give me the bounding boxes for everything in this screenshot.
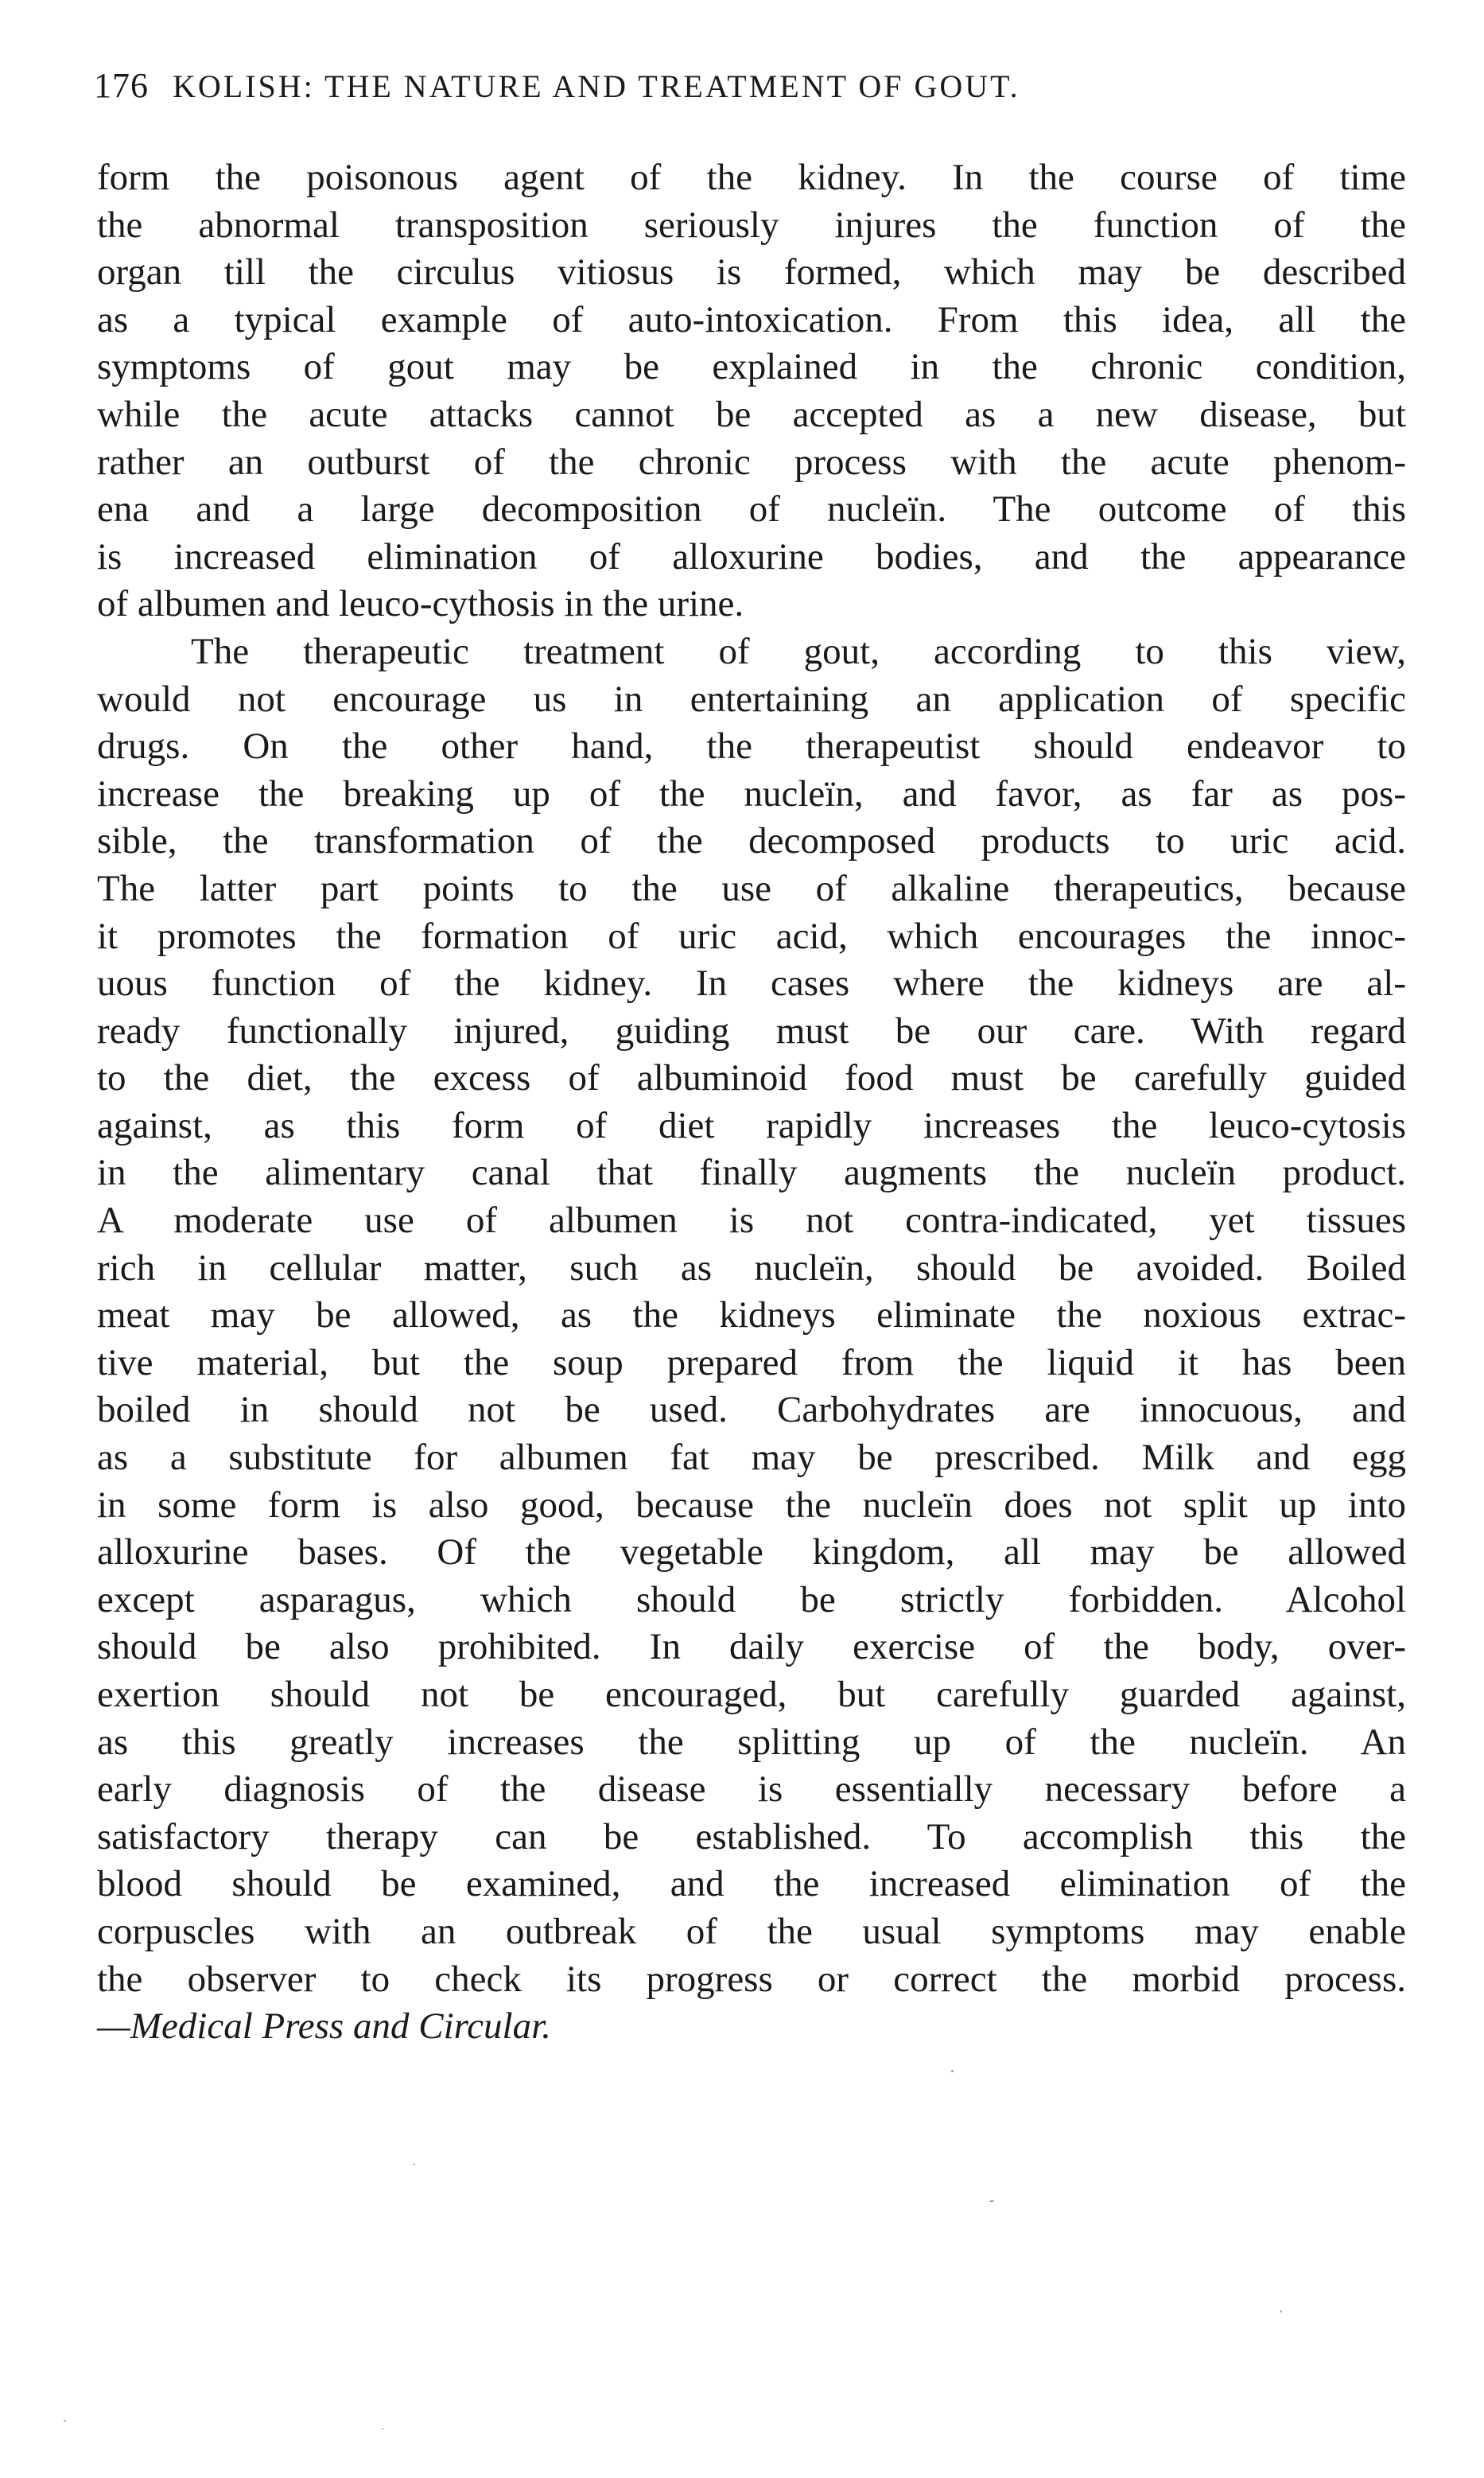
text-line: increase the breaking up of the nucleïn, and favor, as far as pos-: [97, 772, 1406, 815]
running-head: [94, 65, 1398, 106]
text-line: corpuscles with an outbreak of the usual symptoms may enable: [97, 1910, 1406, 1952]
text-line: as a substitute for albumen fat may be prescribed. Milk and egg: [97, 1437, 1406, 1479]
scan-speck: [1280, 2310, 1282, 2313]
text-line: as this greatly increases the splitting up of the nucleïn. An: [97, 1721, 1406, 1763]
text-line: early diagnosis of the disease is essentially necessary before a: [97, 1768, 1406, 1811]
text-line: rich in cellular matter, such as nucleïn, should be avoided. Boiled: [97, 1247, 1406, 1289]
text-line: ready functionally injured, guiding must be our care. With regard: [97, 1009, 1406, 1052]
text-line: against, as this form of diet rapidly increases the leuco-cytosis: [97, 1104, 1406, 1146]
text-line: drugs. On the other hand, the therapeutist should endeavor to: [97, 726, 1406, 768]
text-line: rather an outburst of the chronic process with the acute phenom-: [97, 441, 1406, 483]
text-line: as a typical example of auto-intoxication. From this idea, all the: [97, 298, 1406, 340]
text-line: satisfactory therapy can be established. To accomplish this the: [97, 1815, 1406, 1858]
text-line: while the acute attacks cannot be accepted as a new disease, but: [97, 393, 1406, 435]
text-line: organ till the circulus vitiosus is formed, which may be described: [97, 251, 1406, 294]
paragraph-continuation: [97, 154, 1406, 628]
scan-speck: [382, 2428, 383, 2429]
text-line: tive material, but the soup prepared from the liquid it has been: [97, 1341, 1406, 1383]
text-line: to the diet, the excess of albuminoid food must be carefully guided: [97, 1057, 1406, 1099]
text-line: the abnormal transposition seriously injures the function of the: [97, 204, 1406, 246]
text-line: The therapeutic treatment of gout, according to this view,: [191, 630, 1406, 672]
text-line: of albumen and leuco-cythosis in the urine.: [97, 583, 744, 625]
text-line: exertion should not be encouraged, but carefully guarded against,: [97, 1674, 1406, 1715]
text-line: ena and a large decomposition of nucleïn. The outcome of this: [97, 488, 1406, 531]
text-line: A moderate use of albumen is not contra-indicated, yet tissues: [97, 1200, 1406, 1242]
text-line: boiled in should not be used. Carbohydrates are innocuous, and: [97, 1389, 1406, 1431]
scan-speck: [989, 2200, 994, 2202]
text-line: would not encourage us in entertaining an application of specific: [97, 678, 1406, 720]
text-line: alloxurine bases. Of the vegetable kingdom, all may be allowed: [97, 1531, 1406, 1574]
paragraph-therapeutic-treatment: [97, 628, 1406, 2051]
page-number: 176: [94, 66, 149, 105]
scan-speck: [64, 2420, 66, 2422]
text-line: blood should be examined, and the increased elimination of the: [97, 1863, 1406, 1905]
text-line: The latter part points to the use of alkaline therapeutics, because: [97, 867, 1406, 909]
text-line: is increased elimination of alloxurine bodies, and the appearance: [97, 535, 1406, 578]
text-line: form the poisonous agent of the kidney. In the course of time: [97, 157, 1406, 198]
text-line: the observer to check its progress or correct the morbid process.: [97, 1958, 1406, 2000]
body-text: [97, 154, 1406, 2051]
running-title: KOLISH: THE NATURE AND TREATMENT OF GOUT.: [173, 68, 1020, 104]
scan-speck: [951, 2070, 954, 2072]
source-attribution: —Medical Press and Circular.: [97, 2005, 551, 2048]
text-line: should be also prohibited. In daily exercise of the body, over-: [97, 1626, 1406, 1668]
text-line: meat may be allowed, as the kidneys eliminate the noxious extrac-: [97, 1294, 1406, 1336]
text-line: sible, the transformation of the decomposed products to uric acid.: [97, 820, 1406, 862]
text-line: except asparagus, which should be strictly forbidden. Alcohol: [97, 1578, 1406, 1620]
text-line: symptoms of gout may be explained in the chronic condition,: [97, 346, 1406, 388]
text-line: uous function of the kidney. In cases where the kidneys are al-: [97, 963, 1406, 1005]
scan-speck: [414, 2164, 415, 2165]
text-line: in the alimentary canal that finally augments the nucleïn product.: [97, 1152, 1406, 1194]
text-line: in some form is also good, because the nucleïn does not split up into: [97, 1484, 1406, 1526]
text-line: it promotes the formation of uric acid, which encourages the innoc-: [97, 915, 1406, 957]
